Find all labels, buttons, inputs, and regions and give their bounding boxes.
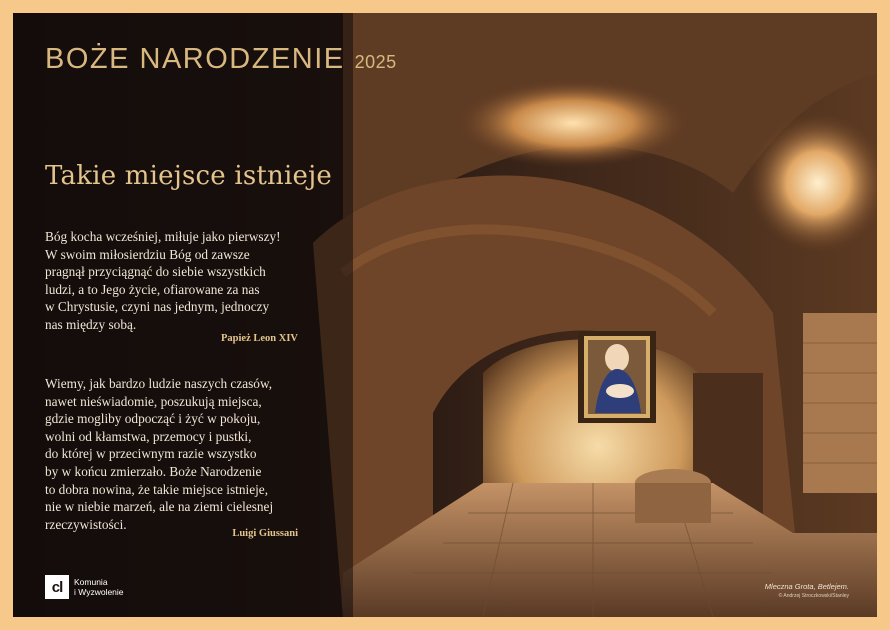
photographer: © Andrzej Stroczkowski/Stanley xyxy=(778,593,849,599)
quote-line: Wiemy, jak bardzo ludzie naszych czasów, xyxy=(45,376,273,391)
article-headline: Takie miejsce istnieje xyxy=(45,161,332,191)
quote-line: ludzi, a to Jego życie, ofiarowane za nas xyxy=(45,281,260,297)
logo-text xyxy=(74,577,124,597)
photo-location: Mleczna Grota, Betlejem. xyxy=(764,582,849,591)
quote-line: nie w niebie marzeń, ale na ziemi cielesnej xyxy=(45,499,274,515)
quote-line: w Chrystusie, czyni nas jednym, jednoczy xyxy=(45,299,270,315)
quote-line: wolni od kłamstwa, przemocy i pustki, xyxy=(45,428,252,444)
quote-line: pragnął przyciągnąć do siebie wszystkich xyxy=(45,264,266,280)
quote-line: W swoim miłosierdziu Bóg od zawsze xyxy=(45,246,250,262)
quote-line: rzeczywistości. xyxy=(45,516,127,532)
quote-line: to dobra nowina, że takie miejsce istnieje, xyxy=(45,481,269,497)
quote-author-pope: Papież Leon XIV xyxy=(221,333,298,344)
quote-line: do której w przeciwnym razie wszystko xyxy=(45,446,257,462)
quote-line: Bóg kocha wcześniej, miłuje jako pierwszy! xyxy=(45,229,281,244)
photo-credit xyxy=(765,582,849,599)
heading-title: BOŻE NARODZENIE xyxy=(45,43,345,75)
quote-giussani xyxy=(45,375,307,533)
logo-mark: cl xyxy=(45,575,69,599)
quote-line: by w końcu zmierzało. Boże Narodzenie xyxy=(45,463,262,479)
logo-line-2: i Wyzwolenie xyxy=(74,587,124,597)
quote-pope xyxy=(45,228,307,334)
christmas-card xyxy=(13,13,877,617)
quote-author-giussani: Luigi Giussani xyxy=(232,528,298,539)
heading-year: 2025 xyxy=(354,52,397,72)
quote-line: nas między sobą. xyxy=(45,316,137,332)
publisher-logo xyxy=(45,575,124,599)
quote-line: nawet nieświadomie, poszukują miejsca, xyxy=(45,393,262,409)
page-heading xyxy=(45,43,397,76)
quote-line: gdzie mogliby odpocząć i żyć w pokoju, xyxy=(45,411,261,427)
logo-line-1: Komunia xyxy=(74,577,108,587)
